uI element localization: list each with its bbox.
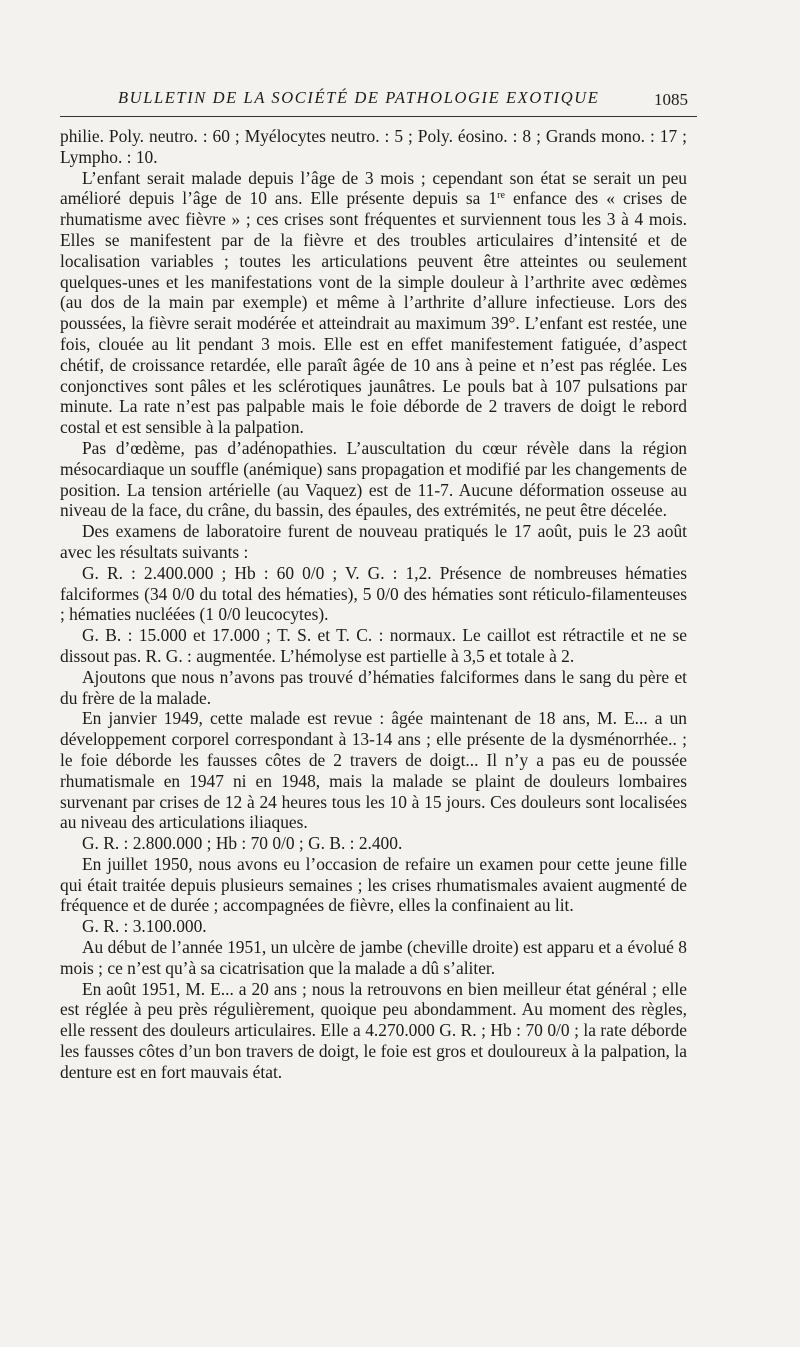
paragraph: En janvier 1949, cette malade est revue : âgée maintenant de 18 ans, M. E... a un développement corporel correspondant à 13-14 ans ; elle présente de la dysménorrhée.. ; le foie déborde les fausses côtes de 2 travers de doigt... Il n’y a pas eu de poussée rhumatismale en 1947 ni en 1948, mais la malade se plaint de douleurs lombaires survenant par crises de 12 à 24 heures tous les 10 à 15 jours. Ces douleurs sont localisées au niveau des articulations iliaques. xyxy=(60,708,687,833)
paragraph-text: L’enfant serait malade depuis l’âge de 3 mois ; cependant son état se serait un peu amélioré depuis l’âge de 10 ans. Elle présente depuis sa xyxy=(60,167,687,209)
paragraph-text: enfance des « crises de rhumatisme avec fièvre » ; ces crises sont fréquentes et surviennent tous les 3 à 4 mois. Elles se manifestent par de la fièvre et des troubles articulaires d’intensité et de localisation variables ; toutes les articulations peuvent être atteintes ou seulement quelques-unes et les manifestations vont de la simple douleur à l’arthrite avec œdèmes (au dos de la main par exemple) et même à l’arthrite d’allure infectieuse. Lors des poussées, la fièvre serait modérée et atteindrait au maximum 39°. L’enfant est restée, une fois, clouée au lit pendant 3 mois. Elle est en effet manifestement fatiguée, d’aspect chétif, de croissance retardée, elle paraît âgée de 10 ans à peine et n’est pas réglée. Les conjonctives sont pâles et les sclérotiques jaunâtres. Le pouls bat à 107 pulsations par minute. La rate n’est pas palpable mais le foie déborde de 2 travers de doigt le rebord costal et est sensible à la palpation. xyxy=(60,188,687,438)
journal-title: BULLETIN DE LA SOCIÉTÉ DE PATHOLOGIE EXOTIQUE xyxy=(118,88,600,107)
running-header xyxy=(60,88,700,112)
body-text xyxy=(60,126,687,1083)
paragraph: Ajoutons que nous n’avons pas trouvé d’hématies falciformes dans le sang du père et du frère de la malade. xyxy=(60,666,687,708)
paragraph: G. B. : 15.000 et 17.000 ; T. S. et T. C. : normaux. Le caillot est rétractile et ne se dissout pas. R. G. : augmentée. L’hémolyse est partielle à 3,5 et totale à 2. xyxy=(60,625,687,666)
paragraph: G. R. : 2.800.000 ; Hb : 70 0/0 ; G. B. : 2.400. xyxy=(82,833,403,854)
page-number: 1085 xyxy=(654,90,688,109)
paragraph: G. R. : 2.400.000 ; Hb : 60 0/0 ; V. G. : 1,2. Présence de nombreuses hématies falciformes (34 0/0 du total des hématies), 5 0/0 des hématies sont réticulo-filamenteuses ; hématies nucléées (1 0/0 leucocytes). xyxy=(60,562,687,625)
ordinal-superscript: re xyxy=(497,190,505,202)
ordinal-number: 1 xyxy=(488,188,498,209)
paragraph: philie. Poly. neutro. : 60 ; Myélocytes neutro. : 5 ; Poly. éosino. : 8 ; Grands mono. : 17 ; Lympho. : 10. xyxy=(60,126,687,167)
paragraph: Au début de l’année 1951, un ulcère de jambe (cheville droite) est apparu et a évolué 8 mois ; ce n’est qu’à sa cicatrisation que la malade a dû s’aliter. xyxy=(60,937,687,978)
paragraph xyxy=(60,168,687,438)
paragraph: Des examens de laboratoire furent de nouveau pratiqués le 17 août, puis le 23 août avec les résultats suivants : xyxy=(60,521,687,562)
paragraph: En août 1951, M. E... a 20 ans ; nous la retrouvons en bien meilleur état général ; elle est réglée à peu près régulièrement, quoique peu abondamment. Au moment des règles, elle ressent des douleurs articulaires. Elle a 4.270.000 G. R. ; Hb : 70 0/0 ; la rate déborde les fausses côtes d’un bon travers de doigt, le foie est gros et douloureux à la palpation, la denture est en fort mauvais état. xyxy=(60,978,687,1082)
paragraph: G. R. : 3.100.000. xyxy=(82,916,207,937)
paragraph: En juillet 1950, nous avons eu l’occasion de refaire un examen pour cette jeune fille qui était traitée depuis plusieurs semaines ; les crises rhumatismales avaient augmenté de fréquence et de durée ; accompagnées de fièvre, elles la confinaient au lit. xyxy=(60,853,687,916)
header-rule xyxy=(60,116,697,117)
paragraph: Pas d’œdème, pas d’adénopathies. L’auscultation du cœur révèle dans la région mésocardiaque un souffle (anémique) sans propagation et modifié par les changements de position. La tension artérielle (au Vaquez) est de 11-7. Aucune déformation osseuse au niveau de la face, du crâne, du bassin, des épaules, des extrémités, ne peut être décelée. xyxy=(60,437,687,521)
